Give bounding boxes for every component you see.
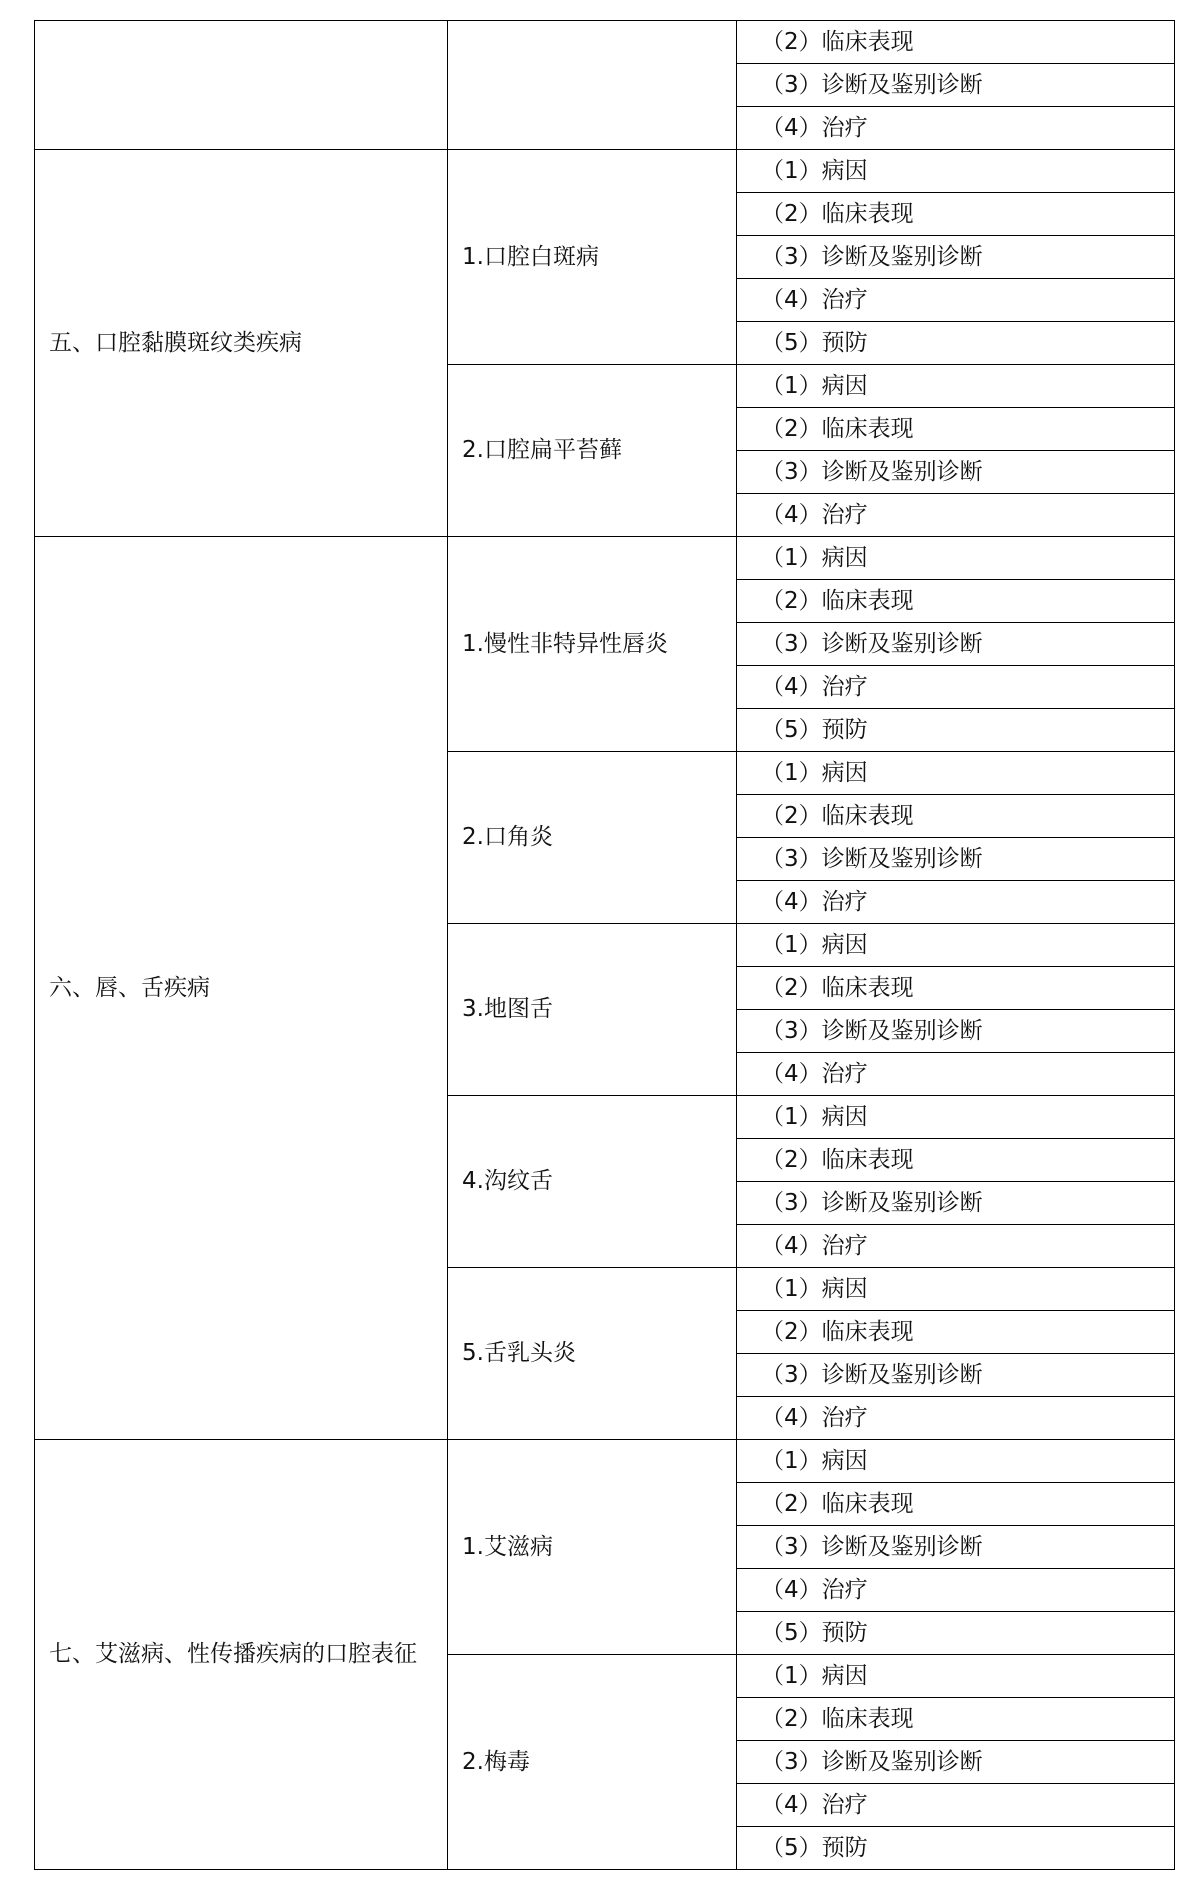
subtopic-item: （3）诊断及鉴别诊断 bbox=[737, 1010, 1175, 1053]
chapter-cell bbox=[35, 21, 448, 150]
chapter-cell bbox=[35, 150, 448, 537]
topic-cell bbox=[448, 365, 737, 537]
subtopic-item: （5）预防 bbox=[737, 322, 1175, 365]
subtopic-item: （5）预防 bbox=[737, 1612, 1175, 1655]
topic-cell bbox=[448, 1440, 737, 1655]
subtopic-item: （4）治疗 bbox=[737, 1397, 1175, 1440]
subtopic-item: （1）病因 bbox=[737, 537, 1175, 580]
chapter-title: 五、口腔黏膜斑纹类疾病 bbox=[49, 329, 302, 356]
subtopic-item: （5）预防 bbox=[737, 1827, 1175, 1870]
subtopic-item: （5）预防 bbox=[737, 709, 1175, 752]
topic-label: 4.沟纹舌 bbox=[462, 1168, 553, 1194]
subtopic-item: （3）诊断及鉴别诊断 bbox=[737, 64, 1175, 107]
subtopic-item: （4）治疗 bbox=[737, 1053, 1175, 1096]
subtopic-item: （3）诊断及鉴别诊断 bbox=[737, 838, 1175, 881]
subtopic-item: （2）临床表现 bbox=[737, 795, 1175, 838]
topic-cell bbox=[448, 752, 737, 924]
subtopic-item: （1）病因 bbox=[737, 150, 1175, 193]
subtopic-item: （2）临床表现 bbox=[737, 580, 1175, 623]
subtopic-item: （3）诊断及鉴别诊断 bbox=[737, 623, 1175, 666]
chapter-cell bbox=[35, 537, 448, 1440]
topic-label: 1.口腔白斑病 bbox=[462, 243, 599, 270]
subtopic-item: （1）病因 bbox=[737, 752, 1175, 795]
subtopic-item: （4）治疗 bbox=[737, 1225, 1175, 1268]
subtopic-item: （3）诊断及鉴别诊断 bbox=[737, 236, 1175, 279]
subtopic-item: （3）诊断及鉴别诊断 bbox=[737, 1354, 1175, 1397]
subtopic-item: （1）病因 bbox=[737, 1655, 1175, 1698]
subtopic-item: （2）临床表现 bbox=[737, 408, 1175, 451]
topic-cell bbox=[448, 924, 737, 1096]
topic-label: 3.地图舌 bbox=[462, 996, 553, 1022]
subtopic-item: （4）治疗 bbox=[737, 1784, 1175, 1827]
topic-cell bbox=[448, 1655, 737, 1870]
topic-label: 1.慢性非特异性唇炎 bbox=[462, 630, 668, 657]
subtopic-item: （4）治疗 bbox=[737, 107, 1175, 150]
subtopic-item: （2）临床表现 bbox=[737, 1139, 1175, 1182]
table-row bbox=[35, 21, 1175, 64]
topic-label: 5.舌乳头炎 bbox=[462, 1340, 576, 1366]
chapter-title: 六、唇、舌疾病 bbox=[49, 974, 210, 1001]
subtopic-item: （3）诊断及鉴别诊断 bbox=[737, 1182, 1175, 1225]
subtopic-item: （4）治疗 bbox=[737, 1569, 1175, 1612]
topic-label: 2.口角炎 bbox=[462, 824, 553, 850]
table-row bbox=[35, 1440, 1175, 1483]
subtopic-item: （2）临床表现 bbox=[737, 1311, 1175, 1354]
subtopic-item: （2）临床表现 bbox=[737, 193, 1175, 236]
table-row bbox=[35, 537, 1175, 580]
topic-cell bbox=[448, 537, 737, 752]
subtopic-item: （4）治疗 bbox=[737, 881, 1175, 924]
subtopic-item: （1）病因 bbox=[737, 1268, 1175, 1311]
chapter-title: 七、艾滋病、性传播疾病的口腔表征 bbox=[49, 1641, 417, 1667]
subtopic-item: （4）治疗 bbox=[737, 279, 1175, 322]
topic-label: 1.艾滋病 bbox=[462, 1533, 553, 1560]
subtopic-item: （1）病因 bbox=[737, 365, 1175, 408]
subtopic-item: （3）诊断及鉴别诊断 bbox=[737, 1526, 1175, 1569]
subtopic-item: （1）病因 bbox=[737, 1440, 1175, 1483]
subtopic-item: （3）诊断及鉴别诊断 bbox=[737, 1741, 1175, 1784]
subtopic-item: （4）治疗 bbox=[737, 494, 1175, 537]
subtopic-item: （1）病因 bbox=[737, 1096, 1175, 1139]
topic-label: 2.梅毒 bbox=[462, 1748, 530, 1775]
topic-cell bbox=[448, 150, 737, 365]
subtopic-item: （2）临床表现 bbox=[737, 21, 1175, 64]
subtopic-item: （1）病因 bbox=[737, 924, 1175, 967]
topic-cell bbox=[448, 1268, 737, 1440]
subtopic-item: （2）临床表现 bbox=[737, 967, 1175, 1010]
subtopic-item: （3）诊断及鉴别诊断 bbox=[737, 451, 1175, 494]
subtopic-item: （4）治疗 bbox=[737, 666, 1175, 709]
chapter-cell bbox=[35, 1440, 448, 1870]
topic-cell bbox=[448, 1096, 737, 1268]
subtopic-item: （2）临床表现 bbox=[737, 1483, 1175, 1526]
topic-label: 2.口腔扁平苔藓 bbox=[462, 437, 622, 463]
topic-cell bbox=[448, 21, 737, 150]
table-row bbox=[35, 150, 1175, 193]
syllabus-table bbox=[34, 20, 1175, 1870]
subtopic-item: （2）临床表现 bbox=[737, 1698, 1175, 1741]
